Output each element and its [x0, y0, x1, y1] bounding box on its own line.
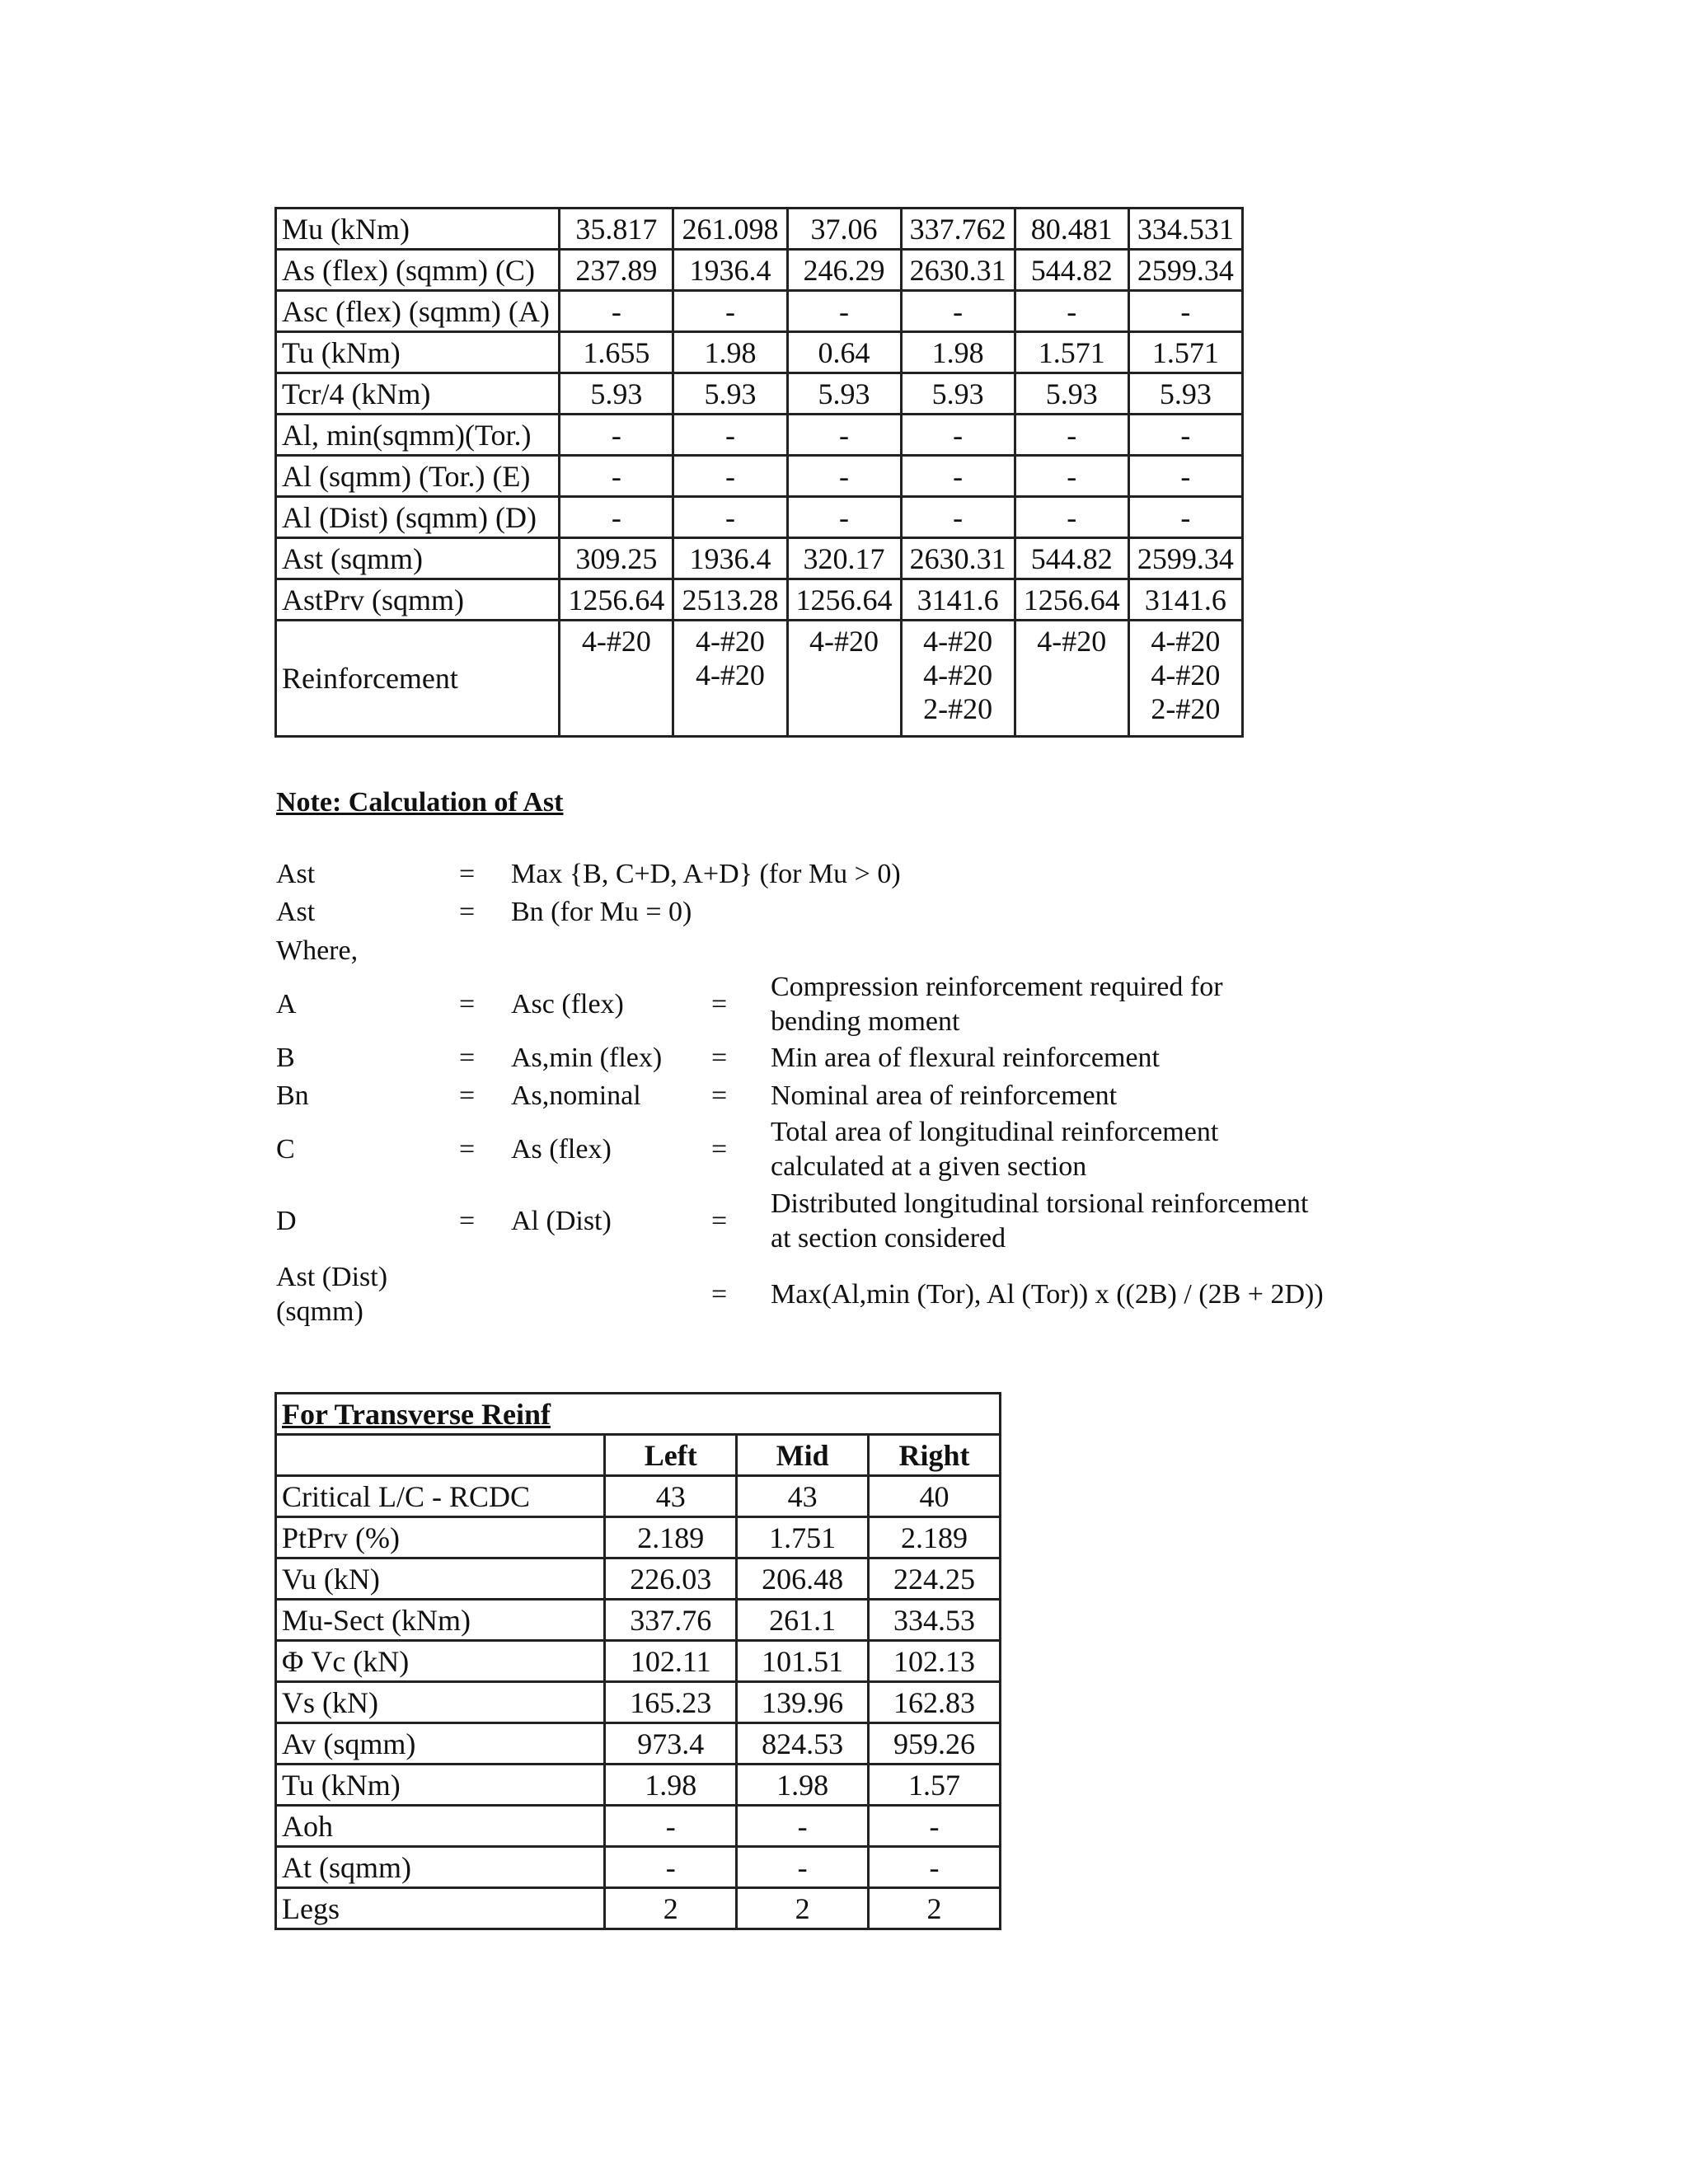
table-cell: -: [1015, 456, 1128, 497]
table-cell: 261.1: [737, 1600, 869, 1641]
table-cell: 139.96: [737, 1682, 869, 1723]
table-cell: 102.11: [605, 1641, 737, 1682]
table-cell: -: [737, 1806, 869, 1847]
row-label: Aoh: [276, 1806, 605, 1847]
table-row: [276, 209, 1243, 250]
equals-sign: =: [711, 1080, 728, 1111]
definition-symbol: Bn: [276, 1080, 309, 1111]
table-cell: -: [787, 497, 901, 538]
table-cell: 165.23: [605, 1682, 737, 1723]
reinforcement-cell: [1015, 621, 1128, 737]
reinforcement-cell: [901, 621, 1015, 737]
bar-group: 4-#20: [695, 625, 765, 658]
table-row: [276, 332, 1243, 373]
table-cell: 261.098: [673, 209, 787, 250]
note-title: Note: Calculation of Ast: [276, 787, 564, 818]
table-cell: 337.762: [901, 209, 1015, 250]
formula-expression: Max {B, C+D, A+D} (for Mu > 0): [511, 859, 901, 889]
equals-sign: =: [459, 1043, 476, 1073]
formula-symbol: Ast: [276, 859, 316, 889]
table-row: [276, 1476, 1001, 1517]
table-cell: -: [560, 415, 673, 456]
bar-group: 4-#20: [923, 658, 993, 691]
table-cell: 959.26: [869, 1723, 1001, 1765]
row-label: Al (Dist) (sqmm) (D): [276, 497, 560, 538]
formula-symbol: Ast: [276, 897, 316, 927]
reinforcement-cell: [1128, 621, 1242, 737]
table-cell: 2: [869, 1888, 1001, 1929]
table-cell: -: [901, 415, 1015, 456]
table-cell: 5.93: [787, 373, 901, 415]
table-cell: 35.817: [560, 209, 673, 250]
row-label: Ast (sqmm): [276, 538, 560, 579]
table-cell: -: [673, 291, 787, 332]
table-cell: 237.89: [560, 250, 673, 291]
table-row: [276, 373, 1243, 415]
table-row: [276, 497, 1243, 538]
table-cell: -: [901, 497, 1015, 538]
table-cell: 1.571: [1128, 332, 1242, 373]
table-cell: -: [1015, 497, 1128, 538]
table-cell: 37.06: [787, 209, 901, 250]
table-cell: 544.82: [1015, 250, 1128, 291]
table-cell: -: [901, 291, 1015, 332]
table-cell: 1256.64: [1015, 579, 1128, 621]
row-label: Al, min(sqmm)(Tor.): [276, 415, 560, 456]
table-cell: 224.25: [869, 1558, 1001, 1600]
table-row: [276, 291, 1243, 332]
reinforcement-cell: [787, 621, 901, 737]
row-label: Reinforcement: [276, 621, 560, 737]
table-cell: 5.93: [1128, 373, 1242, 415]
equals-sign: =: [711, 1279, 728, 1310]
table-cell: -: [1128, 456, 1242, 497]
table-row: [276, 250, 1243, 291]
table-cell: 5.93: [673, 373, 787, 415]
row-label: Tu (kNm): [276, 332, 560, 373]
table-cell: 320.17: [787, 538, 901, 579]
row-label: Critical L/C - RCDC: [276, 1476, 605, 1517]
definition-description: at section considered: [771, 1223, 1006, 1254]
definition-description: calculated at a given section: [771, 1151, 1087, 1182]
row-label: Av (sqmm): [276, 1723, 605, 1765]
table-cell: 309.25: [560, 538, 673, 579]
column-header: Mid: [737, 1435, 869, 1476]
row-label: Tcr/4 (kNm): [276, 373, 560, 415]
table-cell: 1256.64: [787, 579, 901, 621]
table-row: [276, 1682, 1001, 1723]
column-header: Left: [605, 1435, 737, 1476]
bar-group: 2-#20: [923, 692, 993, 725]
table-cell: 1936.4: [673, 538, 787, 579]
table-cell: 334.531: [1128, 209, 1242, 250]
table-cell: -: [869, 1806, 1001, 1847]
table-cell: 40: [869, 1476, 1001, 1517]
table-row: [276, 1723, 1001, 1765]
table-cell: -: [673, 497, 787, 538]
equals-sign: =: [459, 989, 476, 1019]
table-cell: 80.481: [1015, 209, 1128, 250]
table-cell: 2.189: [869, 1517, 1001, 1558]
table-cell: 226.03: [605, 1558, 737, 1600]
table-cell: -: [560, 291, 673, 332]
bar-group: 4-#20: [1151, 658, 1221, 691]
definition-description: Compression reinforcement required for: [771, 972, 1223, 1002]
definition-symbol: D: [276, 1206, 297, 1236]
table-row: [276, 415, 1243, 456]
table-cell: 3141.6: [1128, 579, 1242, 621]
table-row: [276, 456, 1243, 497]
table-cell: 1.98: [901, 332, 1015, 373]
definition-term: As (flex): [511, 1134, 612, 1165]
table-row: [276, 1888, 1001, 1929]
row-label: Asc (flex) (sqmm) (A): [276, 291, 560, 332]
definition-description: Min area of flexural reinforcement: [771, 1043, 1160, 1073]
table-cell: 246.29: [787, 250, 901, 291]
table-cell: -: [673, 456, 787, 497]
table-cell: 2630.31: [901, 538, 1015, 579]
table-cell: 1936.4: [673, 250, 787, 291]
formula-expression: Bn (for Mu = 0): [511, 897, 692, 927]
row-label: Mu-Sect (kNm): [276, 1600, 605, 1641]
table-row: [276, 1600, 1001, 1641]
table-cell: 2513.28: [673, 579, 787, 621]
table-cell: -: [787, 456, 901, 497]
table-row: [276, 1847, 1001, 1888]
table-cell: 334.53: [869, 1600, 1001, 1641]
table-cell: -: [605, 1847, 737, 1888]
definition-description: Nominal area of reinforcement: [771, 1080, 1118, 1111]
definition-term: As,min (flex): [511, 1043, 663, 1073]
row-label: Vu (kN): [276, 1558, 605, 1600]
table-cell: 102.13: [869, 1641, 1001, 1682]
table-cell: 206.48: [737, 1558, 869, 1600]
title-row: [276, 1394, 1001, 1435]
definition-description: bending moment: [771, 1006, 960, 1037]
table-cell: 2599.34: [1128, 538, 1242, 579]
table-cell: 5.93: [560, 373, 673, 415]
table-cell: 5.93: [901, 373, 1015, 415]
table-cell: 2599.34: [1128, 250, 1242, 291]
equals-sign: =: [459, 897, 476, 927]
row-label: Tu (kNm): [276, 1765, 605, 1806]
definition-description: Distributed longitudinal torsional reinforcement: [771, 1188, 1309, 1219]
table-row: [276, 1765, 1001, 1806]
row-label: Vs (kN): [276, 1682, 605, 1723]
equals-sign: =: [459, 1206, 476, 1236]
table-cell: 1.571: [1015, 332, 1128, 373]
table-cell: -: [560, 456, 673, 497]
table-cell: -: [901, 456, 1015, 497]
table-cell: 0.64: [787, 332, 901, 373]
row-label: At (sqmm): [276, 1847, 605, 1888]
table-cell: -: [605, 1806, 737, 1847]
equals-sign: =: [459, 859, 476, 889]
table-cell: -: [1128, 497, 1242, 538]
table-cell: 973.4: [605, 1723, 737, 1765]
definition-term: As,nominal: [511, 1080, 641, 1111]
ast-dist-formula: Max(Al,min (Tor), Al (Tor)) x ((2B) / (2B + 2D)): [771, 1279, 1324, 1310]
definition-symbol: A: [276, 989, 297, 1019]
row-label: Legs: [276, 1888, 605, 1929]
table-cell: 101.51: [737, 1641, 869, 1682]
table-cell: 1.751: [737, 1517, 869, 1558]
table-cell: -: [560, 497, 673, 538]
table-cell: 2630.31: [901, 250, 1015, 291]
table-cell: -: [1015, 415, 1128, 456]
table-row: [276, 1558, 1001, 1600]
transverse-table: [274, 1392, 1001, 1930]
bar-group: 4-#20: [923, 625, 993, 658]
equals-sign: =: [711, 989, 728, 1019]
table-cell: -: [673, 415, 787, 456]
reinforcement-row: [276, 621, 1243, 737]
table-cell: 1.57: [869, 1765, 1001, 1806]
definition-symbol: B: [276, 1043, 295, 1073]
table-cell: 43: [737, 1476, 869, 1517]
definition-description: Total area of longitudinal reinforcement: [771, 1117, 1219, 1147]
ast-dist-symbol: Ast (Dist): [276, 1262, 388, 1292]
equals-sign: =: [711, 1134, 728, 1165]
row-label: Φ Vc (kN): [276, 1641, 605, 1682]
formula-symbol: Where,: [276, 935, 359, 966]
table-cell: 337.76: [605, 1600, 737, 1641]
table-cell: -: [1128, 415, 1242, 456]
table-cell: 2.189: [605, 1517, 737, 1558]
reinforcement-cell: [673, 621, 787, 737]
table-cell: 1.98: [737, 1765, 869, 1806]
bar-group: 4-#20: [581, 625, 651, 658]
table-cell: 1.98: [605, 1765, 737, 1806]
table-cell: -: [869, 1847, 1001, 1888]
row-label: PtPrv (%): [276, 1517, 605, 1558]
row-label: Al (sqmm) (Tor.) (E): [276, 456, 560, 497]
row-label: AstPrv (sqmm): [276, 579, 560, 621]
table-row: [276, 1806, 1001, 1847]
table-cell: -: [787, 415, 901, 456]
table-cell: 3141.6: [901, 579, 1015, 621]
table-cell: -: [1128, 291, 1242, 332]
definition-term: Al (Dist): [511, 1206, 612, 1236]
table-cell: 544.82: [1015, 538, 1128, 579]
bar-group: 2-#20: [1151, 692, 1221, 725]
table-cell: 2: [605, 1888, 737, 1929]
table-row: [276, 1517, 1001, 1558]
table-cell: 162.83: [869, 1682, 1001, 1723]
table-row: [276, 538, 1243, 579]
bar-group: 4-#20: [695, 658, 765, 691]
equals-sign: =: [711, 1206, 728, 1236]
table-cell: 1256.64: [560, 579, 673, 621]
row-label: As (flex) (sqmm) (C): [276, 250, 560, 291]
equals-sign: =: [459, 1134, 476, 1165]
header-blank: [276, 1435, 605, 1476]
equals-sign: =: [711, 1043, 728, 1073]
table-cell: -: [1015, 291, 1128, 332]
table-row: [276, 1641, 1001, 1682]
column-header: Right: [869, 1435, 1001, 1476]
table-cell: 43: [605, 1476, 737, 1517]
table-row: [276, 579, 1243, 621]
ast-dist-symbol: (sqmm): [276, 1296, 363, 1327]
table-cell: 2: [737, 1888, 869, 1929]
table-cell: 1.655: [560, 332, 673, 373]
table-cell: -: [787, 291, 901, 332]
table-cell: 824.53: [737, 1723, 869, 1765]
row-label: Mu (kNm): [276, 209, 560, 250]
equals-sign: =: [459, 1080, 476, 1111]
table-cell: 5.93: [1015, 373, 1128, 415]
header-row: [276, 1435, 1001, 1476]
table-title: For Transverse Reinf: [276, 1394, 1001, 1435]
flexure-table: [274, 207, 1244, 738]
bar-group: 4-#20: [1037, 625, 1107, 658]
definition-term: Asc (flex): [511, 989, 624, 1019]
table-cell: 1.98: [673, 332, 787, 373]
reinforcement-cell: [560, 621, 673, 737]
bar-group: 4-#20: [809, 625, 879, 658]
bar-group: 4-#20: [1151, 625, 1221, 658]
table-cell: -: [737, 1847, 869, 1888]
definition-symbol: C: [276, 1134, 295, 1165]
